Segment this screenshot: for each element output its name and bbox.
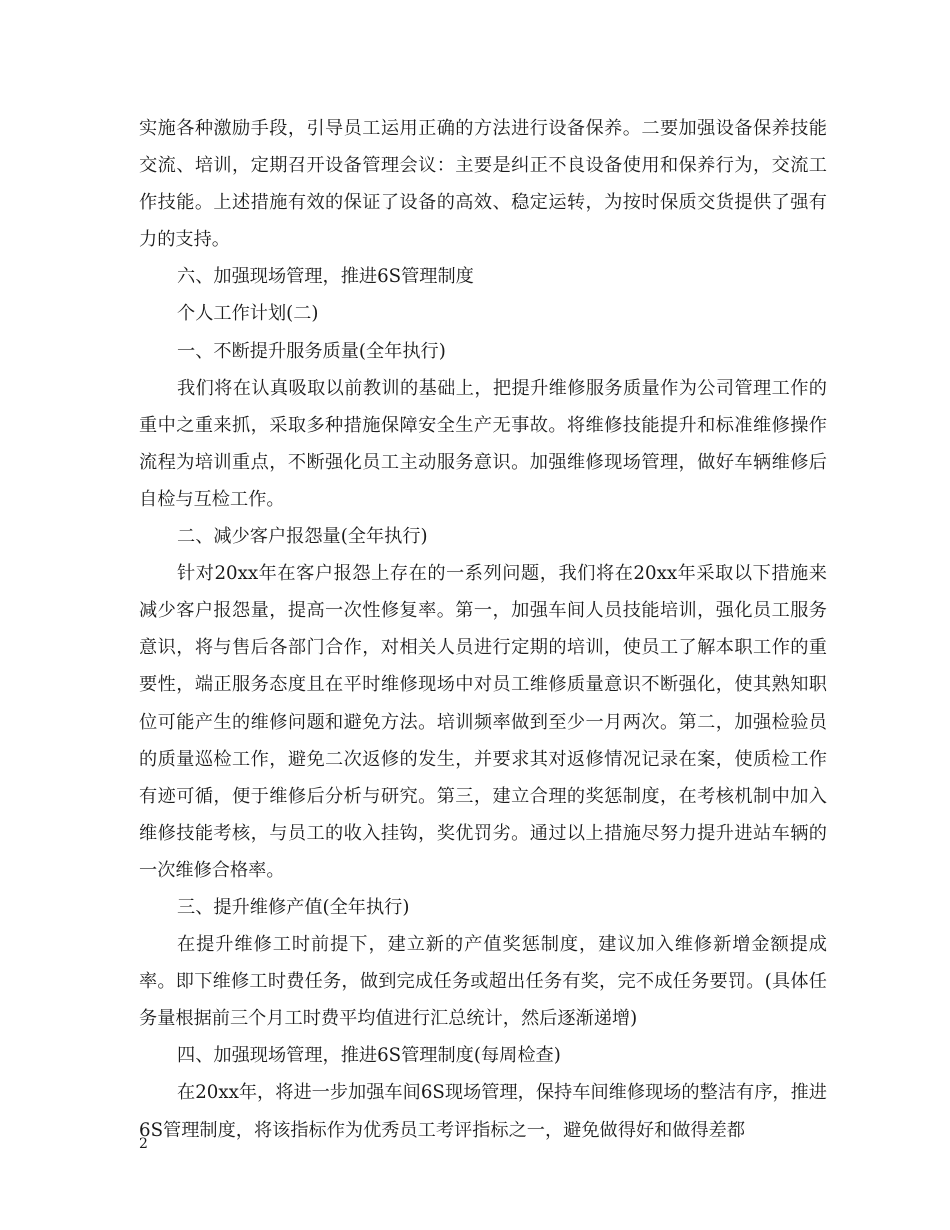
section-heading: 四、加强现场管理，推进6S管理制度(每周检查) bbox=[177, 1045, 561, 1067]
document-title: 个人工作计划(二) bbox=[177, 303, 319, 325]
page-number: 2 bbox=[139, 1136, 148, 1152]
paragraph: 实施各种激励手段，引导员工运用正确的方法进行设备保养。二要加强设备保养技能交流、培训，定期召开设备管理会议：主要是纠正不良设备使用和保养行为，交流工作技能。上述措施有效的保证了设备的高效、稳定运转，为按时保质交货提供了强有力的支持。 bbox=[139, 118, 827, 251]
section-heading: 二、减少客户报怨量(全年执行) bbox=[177, 526, 428, 548]
section-heading: 三、提升维修产值(全年执行) bbox=[177, 896, 410, 918]
body-text bbox=[139, 110, 827, 1149]
paragraph: 在20xx年，将进一步加强车间6S现场管理，保持车间维修现场的整洁有序，推进6S管理制度，将该指标作为优秀员工考评指标之一，避免做得好和做得差都 bbox=[139, 1082, 827, 1141]
paragraph: 在提升维修工时前提下，建立新的产值奖惩制度，建议加入维修新增金额提成率。即下维修工时费任务，做到完成任务或超出任务有奖，完不成任务要罚。(具体任务量根据前三个月工时费平均值进行汇总统计，然后逐渐递增) bbox=[139, 934, 827, 1030]
section-heading: 一、不断提升服务质量(全年执行) bbox=[177, 340, 446, 362]
paragraph: 我们将在认真吸取以前教训的基础上，把提升维修服务质量作为公司管理工作的重中之重来抓，采取多种措施保障安全生产无事故。将维修技能提升和标准维修操作流程为培训重点，不断强化员工主动服务意识。加强维修现场管理，做好车辆维修后自检与互检工作。 bbox=[139, 377, 827, 510]
paragraph: 针对20xx年在客户报怨上存在的一系列问题，我们将在20xx年采取以下措施来减少客户报怨量，提高一次性修复率。第一，加强车间人员技能培训，强化员工服务意识，将与售后各部门合作，对相关人员进行定期的培训，使员工了解本职工作的重要性，端正服务态度且在平时维修现场中对员工维修质量意识不断强化，使其熟知职位可能产生的维修问题和避免方法。培训频率做到至少一月两次。第二，加强检验员的质量巡检工作，避免二次返修的发生，并要求其对返修情况记录在案，使质检工作有迹可循，便于维修后分析与研究。第三，建立合理的奖惩制度，在考核机制中加入维修技能考核，与员工的收入挂钩，奖优罚劣。通过以上措施尽努力提升进站车辆的一次维修合格率。 bbox=[139, 563, 827, 881]
section-heading: 六、加强现场管理，推进6S管理制度 bbox=[177, 266, 474, 288]
